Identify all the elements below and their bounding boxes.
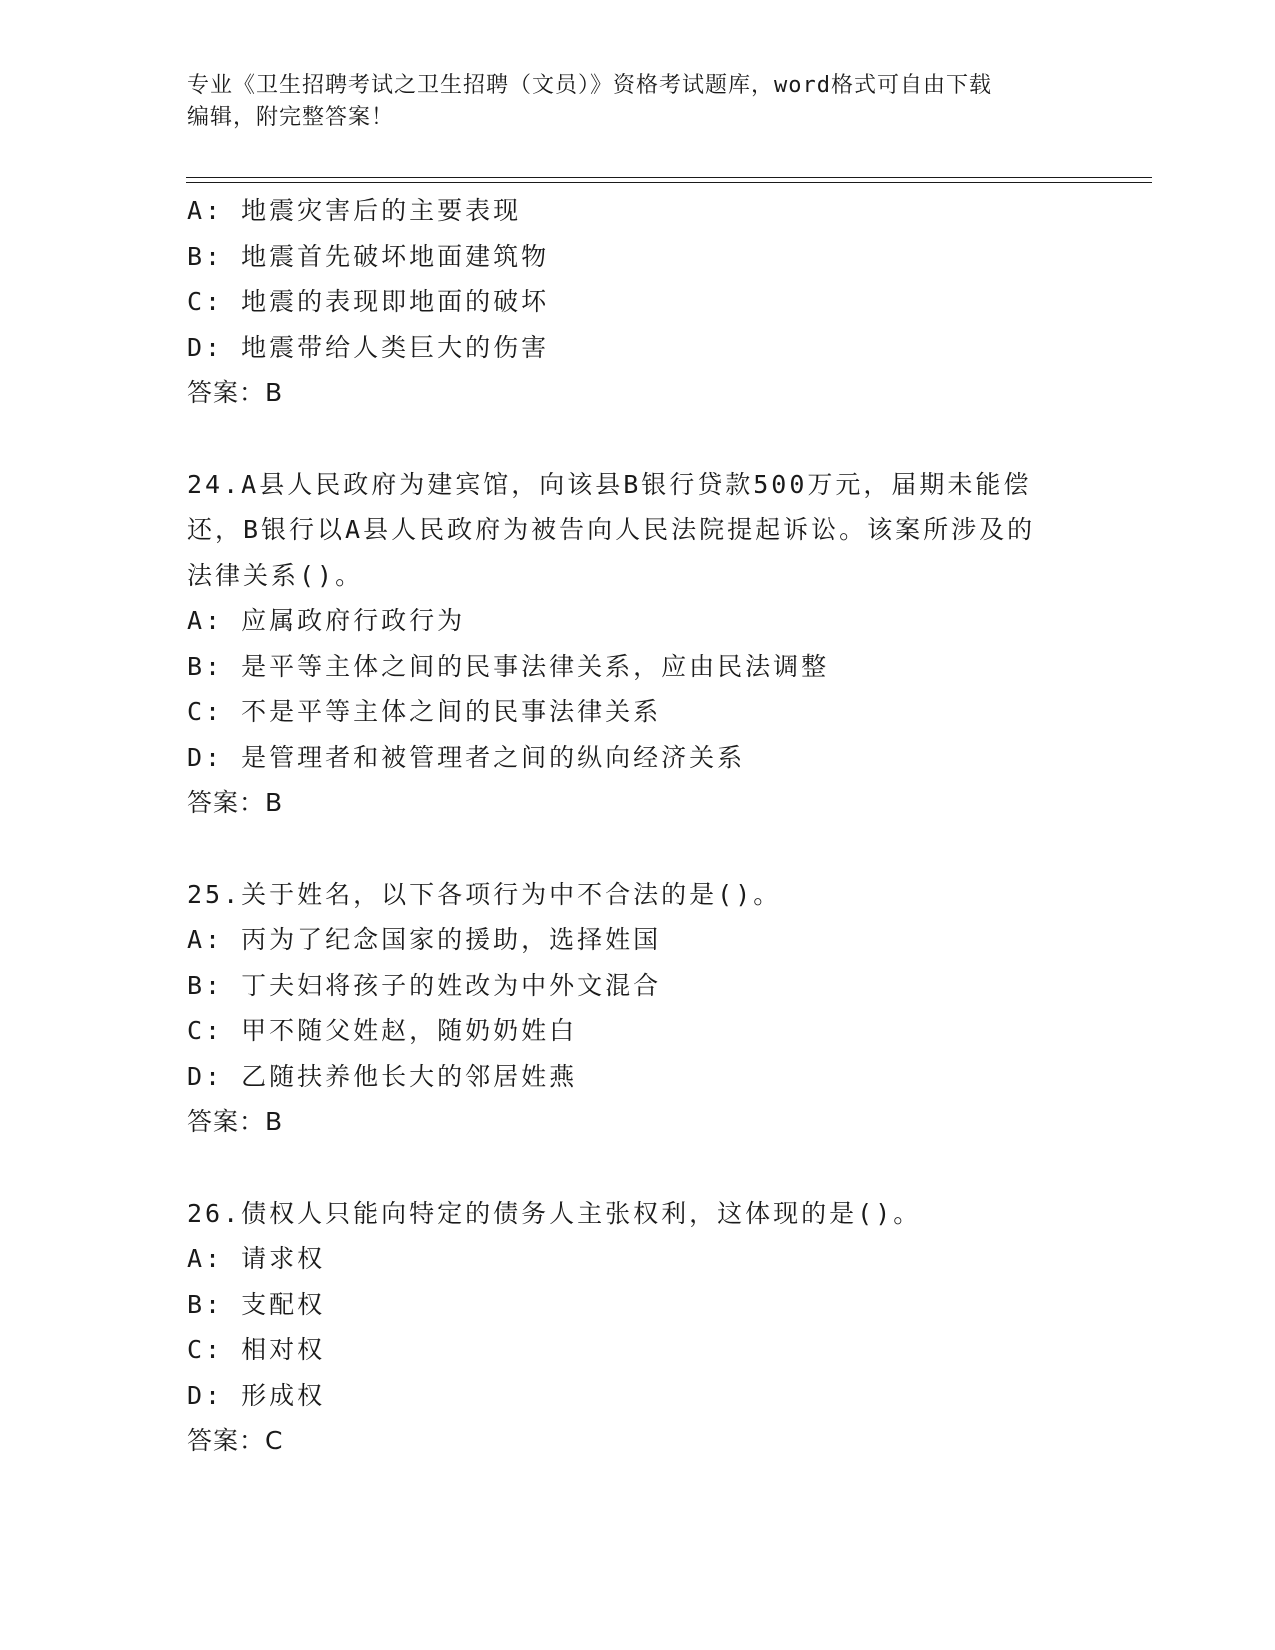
q25-option-d: D: 乙随扶养他长大的邻居姓燕 bbox=[187, 1061, 578, 1091]
question-list bbox=[187, 188, 1117, 1464]
header-line-2: 编辑，附完整答案！ bbox=[187, 105, 395, 130]
q25-option-b: B: 丁夫妇将孩子的姓改为中外文混合 bbox=[187, 970, 662, 1000]
spacer bbox=[187, 416, 1117, 462]
q23-option-b: B: 地震首先破坏地面建筑物 bbox=[187, 241, 550, 271]
q24-stem-line-3: 法律关系()。 bbox=[187, 560, 364, 590]
spacer bbox=[187, 826, 1117, 872]
question-25-block bbox=[187, 872, 1117, 1145]
q23-option-d: D: 地震带给人类巨大的伤害 bbox=[187, 332, 550, 362]
q26-option-b: B: 支配权 bbox=[187, 1289, 326, 1319]
document-header bbox=[187, 70, 1087, 134]
q24-option-c: C: 不是平等主体之间的民事法律关系 bbox=[187, 697, 662, 726]
q24-answer: 答案：B bbox=[187, 788, 284, 817]
q26-stem-line-1: 26.债权人只能向特定的债务人主张权利，这体现的是()。 bbox=[187, 1198, 922, 1228]
spacer bbox=[187, 1145, 1117, 1191]
header-divider-top bbox=[186, 177, 1152, 178]
header-divider-bottom bbox=[186, 182, 1152, 183]
q24-option-d: D: 是管理者和被管理者之间的纵向经济关系 bbox=[187, 742, 746, 772]
question-23-block bbox=[187, 188, 1117, 416]
q26-option-a: A: 请求权 bbox=[187, 1244, 326, 1273]
question-24-block bbox=[187, 462, 1117, 826]
q25-stem-line-1: 25.关于姓名，以下各项行为中不合法的是()。 bbox=[187, 879, 782, 909]
q26-option-d: D: 形成权 bbox=[187, 1380, 326, 1410]
q25-answer: 答案：B bbox=[187, 1107, 284, 1136]
q24-option-a: A: 应属政府行政行为 bbox=[187, 606, 466, 635]
q26-answer: 答案：C bbox=[187, 1426, 284, 1455]
header-line-1: 专业《卫生招聘考试之卫生招聘（文员）》资格考试题库，word格式可自由下载 bbox=[187, 73, 992, 98]
question-26-block bbox=[187, 1191, 1117, 1464]
q24-stem-line-1: 24.A县人民政府为建宾馆，向该县B银行贷款500万元，届期未能偿 bbox=[187, 469, 1032, 499]
q26-option-c: C: 相对权 bbox=[187, 1335, 326, 1364]
q23-option-a: A: 地震灾害后的主要表现 bbox=[187, 196, 522, 225]
q25-option-a: A: 丙为了纪念国家的援助，选择姓国 bbox=[187, 925, 662, 954]
q23-option-c: C: 地震的表现即地面的破坏 bbox=[187, 287, 550, 316]
q24-stem-line-2: 还，B银行以A县人民政府为被告向人民法院提起诉讼。该案所涉及的 bbox=[187, 515, 1036, 544]
q25-option-c: C: 甲不随父姓赵，随奶奶姓白 bbox=[187, 1016, 578, 1045]
q24-option-b: B: 是平等主体之间的民事法律关系，应由民法调整 bbox=[187, 651, 830, 681]
q23-answer: 答案：B bbox=[187, 378, 284, 407]
